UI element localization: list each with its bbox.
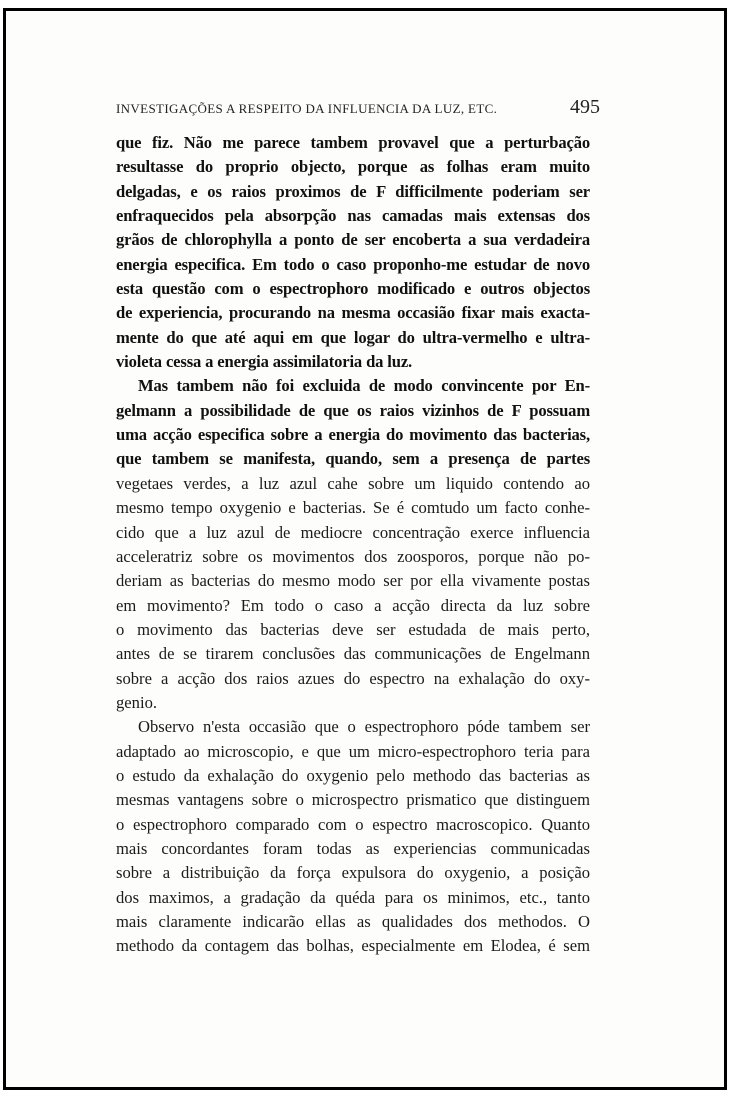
text-line: gelmann a possibilidade de que os raios vizinhos de F possuam bbox=[116, 400, 590, 420]
text-line: grãos de chlorophylla a ponto de ser encoberta a sua verdadeira bbox=[116, 230, 590, 250]
text-line: mesmo tempo oxygenio e bacterias. Se é comtudo um facto conhe- bbox=[116, 498, 590, 518]
running-header bbox=[116, 96, 600, 119]
text-line: enfraquecidos pela absorpção nas camadas mais extensas dos bbox=[116, 206, 590, 226]
text-line: violeta cessa a energia assimilatoria da luz. bbox=[116, 352, 413, 372]
text-line: Mas tambem não foi excluida de modo convincente por En- bbox=[138, 376, 590, 396]
text-line: resultasse do proprio objecto, porque as folhas eram muito bbox=[116, 157, 590, 177]
text-line: Observo n'esta occasião que o espectrophoro póde tambem ser bbox=[138, 717, 590, 737]
text-line: uma acção especifica sobre a energia do movimento das bacterias, bbox=[116, 425, 590, 445]
text-line: que fiz. Não me parece tambem provavel que a perturbação bbox=[116, 133, 590, 152]
text-line: delgadas, e os raios proximos de F difficilmente poderiam ser bbox=[116, 181, 590, 201]
running-head-title: INVESTIGAÇÕES A RESPEITO DA INFLUENCIA DA LUZ, ETC. bbox=[116, 101, 498, 116]
text-line: adaptado ao microscopio, e que um micro-espectrophoro teria para bbox=[116, 741, 590, 761]
text-line: mais concordantes foram todas as experiencias communicadas bbox=[116, 838, 590, 858]
text-line: mente do que até aqui em que logar do ultra-vermelho e ultra- bbox=[116, 327, 590, 347]
text-line: cido que a luz azul de mediocre concentração exerce influencia bbox=[116, 522, 590, 542]
text-line: o movimento das bacterias deve ser estudada de mais perto, bbox=[116, 619, 590, 639]
text-line: genio. bbox=[116, 692, 158, 712]
text-line: energia especifica. Em todo o caso proponho-me estudar de novo bbox=[116, 254, 590, 274]
text-line: sobre a acção dos raios azues do espectro na exhalação do oxy- bbox=[116, 668, 590, 688]
text-line: acceleratriz sobre os movimentos dos zoosporos, porque não po- bbox=[116, 546, 590, 566]
page-number: 495 bbox=[570, 96, 600, 118]
text-line: mais claramente indicarão ellas as qualidades dos methodos. O bbox=[116, 912, 590, 931]
text-line: o espectrophoro comparado com o espectro macroscopico. Quanto bbox=[116, 814, 590, 834]
text-line: methodo da contagem das bolhas, especialmente em Elodea, é sem bbox=[116, 936, 590, 956]
text-line: de experiencia, procurando na mesma occasião fixar mais exacta- bbox=[116, 303, 590, 323]
text-line: em movimento? Em todo o caso a acção directa da luz sobre bbox=[116, 595, 590, 615]
text-line: dos maximos, a gradação da quéda para os minimos, etc., tanto bbox=[116, 887, 590, 907]
text-line: sobre a distribuição da força expulsora do oxygenio, a posição bbox=[116, 863, 590, 883]
text-line: antes de se tirarem conclusões das communicações de Engelmann bbox=[116, 644, 590, 664]
text-line: esta questão com o espectrophoro modificado e outros objectos bbox=[116, 279, 590, 299]
text-line: deriam as bacterias do mesmo modo ser por ella vivamente postas bbox=[116, 571, 590, 591]
text-line: mesmas vantagens sobre o microspectro prismatico que distinguem bbox=[116, 790, 590, 810]
text-line: o estudo da exhalação do oxygenio pelo methodo das bacterias as bbox=[116, 765, 590, 785]
text-line: vegetaes verdes, a luz azul cahe sobre um liquido contendo ao bbox=[116, 473, 590, 493]
body-text bbox=[116, 131, 590, 959]
text-line: que tambem se manifesta, quando, sem a presença de partes bbox=[116, 449, 590, 469]
